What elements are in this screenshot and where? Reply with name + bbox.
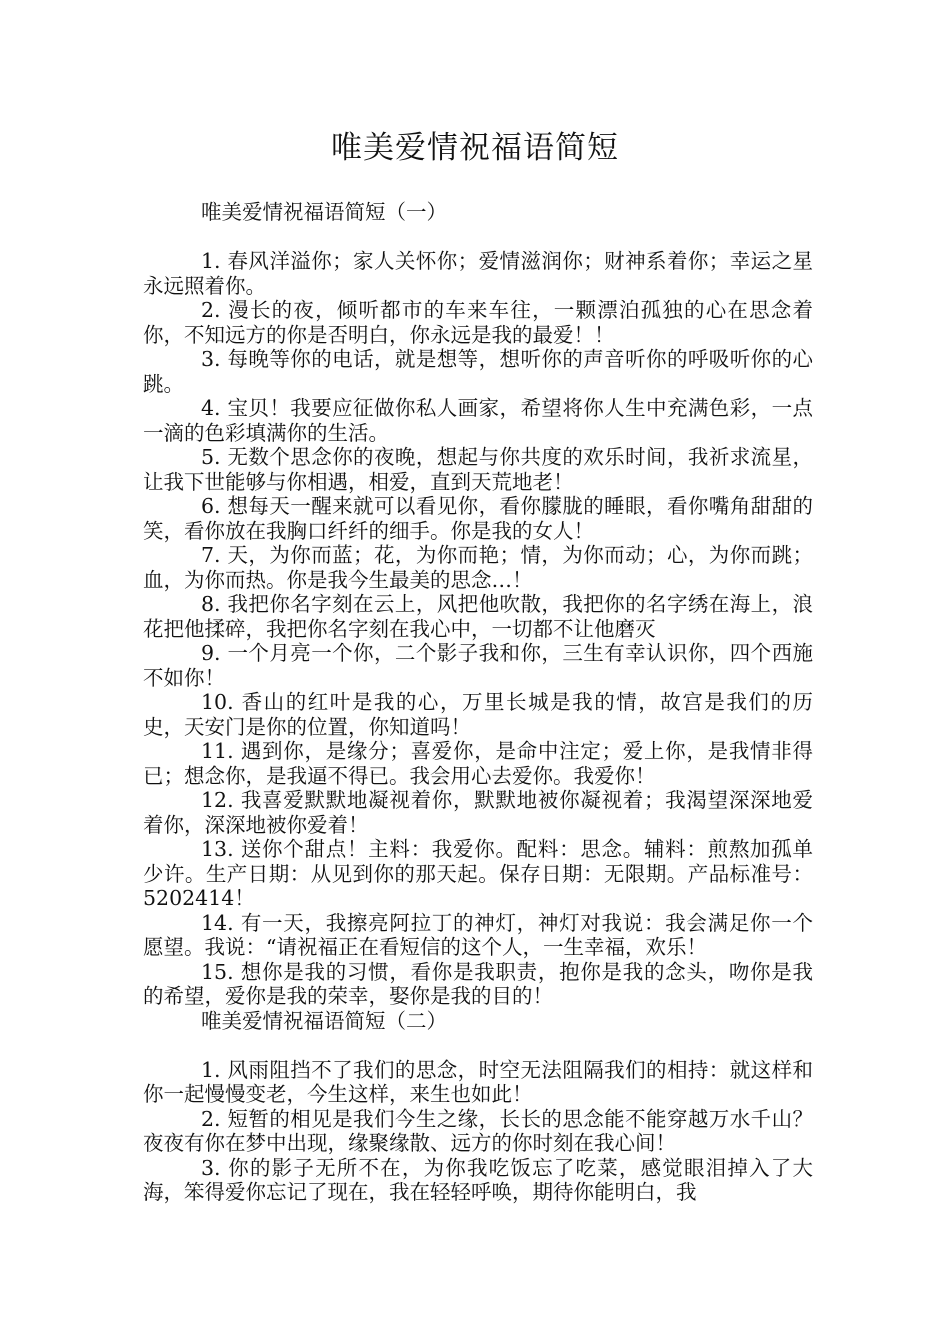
paragraph: 6. 想每天一醒来就可以看见你，看你朦胧的睡眼，看你嘴角甜甜的笑，看你放在我胸口纤纤的细手。你是我的女人！ xyxy=(143,494,813,543)
paragraph: 4. 宝贝！我要应征做你私人画家，希望将你人生中充满色彩，一点一滴的色彩填满你的生活。 xyxy=(143,396,813,445)
paragraph: 2. 漫长的夜，倾听都市的车来车往，一颗漂泊孤独的心在思念着你，不知远方的你是否明白，你永远是我的最爱！！ xyxy=(143,298,813,347)
paragraph: 2. 短暂的相见是我们今生之缘，长长的思念能不能穿越万水千山？夜夜有你在梦中出现，缘聚缘散、远方的你时刻在我心间！ xyxy=(143,1106,813,1155)
document-body xyxy=(143,200,813,1205)
paragraph: 12. 我喜爱默默地凝视着你，默默地被你凝视着；我渴望深深地爱着你，深深地被你爱着！ xyxy=(143,788,813,837)
paragraph: 3. 每晚等你的电话，就是想等，想听你的声音听你的呼吸听你的心跳。 xyxy=(143,347,813,396)
paragraph: 8. 我把你名字刻在云上，风把他吹散，我把你的名字绣在海上，浪花把他揉碎，我把你名字刻在我心中，一切都不让他磨灭 xyxy=(143,592,813,641)
paragraph: 11. 遇到你，是缘分；喜爱你，是命中注定；爱上你，是我情非得已；想念你，是我逼不得已。我会用心去爱你。我爱你！ xyxy=(143,739,813,788)
document-title: 唯美爱情祝福语简短 xyxy=(331,130,619,166)
paragraph: 15. 想你是我的习惯，看你是我职责，抱你是我的念头，吻你是我的希望，爱你是我的荣幸，娶你是我的目的！ xyxy=(143,959,813,1008)
paragraph: 1. 风雨阻挡不了我们的思念，时空无法阻隔我们的相持：就这样和你一起慢慢变老，今生这样，来生也如此！ xyxy=(143,1057,813,1106)
paragraph: 3. 你的影子无所不在，为你我吃饭忘了吃菜，感觉眼泪掉入了大海，笨得爱你忘记了现在，我在轻轻呼唤，期待你能明白，我 xyxy=(143,1155,813,1204)
section-heading-1: 唯美爱情祝福语简短（一） xyxy=(201,200,447,224)
section-heading-2: 唯美爱情祝福语简短（二） xyxy=(201,1008,447,1033)
paragraph: 14. 有一天，我擦亮阿拉丁的神灯，神灯对我说：我会满足你一个愿望。我说：“请祝福正在看短信的这个人，一生幸福，欢乐！ xyxy=(143,910,813,959)
paragraph: 5. 无数个思念你的夜晚，想起与你共度的欢乐时间，我祈求流星，让我下世能够与你相遇，相爱，直到天荒地老！ xyxy=(143,445,813,494)
paragraph: 7. 天，为你而蓝；花，为你而艳；情，为你而动；心，为你而跳；血，为你而热。你是我今生最美的思念…！ xyxy=(143,543,813,592)
paragraph: 10. 香山的红叶是我的心，万里长城是我的情，故宫是我们的历史，天安门是你的位置，你知道吗！ xyxy=(143,690,813,739)
paragraph: 9. 一个月亮一个你，二个影子我和你，三生有幸认识你，四个西施不如你！ xyxy=(143,641,813,690)
paragraph: 1. 春风洋溢你；家人关怀你；爱情滋润你；财神系着你；幸运之星永远照着你。 xyxy=(143,249,813,298)
paragraph: 13. 送你个甜点！主料：我爱你。配料：思念。辅料：煎熬加孤单少许。生产日期：从见到你的那天起。保存日期：无限期。产品标准号：5202414！ xyxy=(143,837,813,910)
